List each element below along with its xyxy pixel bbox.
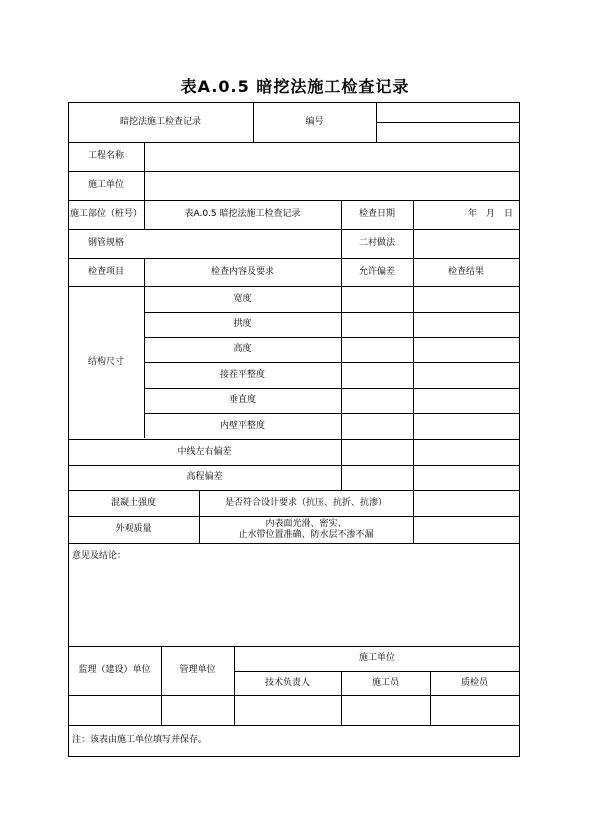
footer-note: 注：该表由施工单位填写并保存。: [72, 735, 208, 745]
construction-unit-field[interactable]: [144, 171, 520, 200]
inspector-label: 质检员: [460, 677, 488, 688]
construction-unit-label: 施工单位: [87, 180, 124, 190]
location-value[interactable]: 表A.0.5 暗挖法施工检查记录: [184, 209, 301, 219]
steel-pipe-label: 钢管规格: [87, 238, 124, 248]
structure-item: 宽度: [233, 293, 252, 304]
structure-item: 高度: [233, 344, 252, 354]
secondary-lining-field[interactable]: [413, 229, 519, 258]
concrete-strength-label: 混凝土强度: [110, 497, 156, 508]
appearance-req-line: 止水带位置准确、防水层不渗不漏: [238, 529, 374, 540]
number-value[interactable]: [376, 102, 520, 122]
col-tolerance-header: 允许偏差: [358, 266, 395, 277]
concrete-strength-requirement: 是否符合设计要求（抗压、抗折、抗渗）: [224, 497, 387, 508]
location-label: 施工部位（桩号）: [69, 209, 142, 219]
centerline-label: 中线左右偏差: [177, 446, 232, 457]
structure-item: 接茬平整度: [219, 369, 265, 380]
col-content-header: 检查内容及要求: [210, 266, 274, 277]
secondary-lining-label: 二衬做法: [358, 238, 395, 248]
appearance-label: 外观质量: [115, 524, 152, 534]
page-title: 表A.0.5 暗挖法施工检查记录: [180, 77, 410, 96]
number-label: 编号: [305, 116, 324, 127]
appearance-requirement: [199, 516, 413, 543]
structure-item: 拱度: [233, 319, 252, 329]
structure-item: 内壁平整度: [219, 420, 265, 431]
elevation-label: 高程偏差: [186, 472, 223, 482]
form-name: 暗挖法施工检查记录: [119, 116, 201, 127]
inspection-date-label: 检查日期: [358, 209, 395, 219]
structure-item: 垂直度: [228, 395, 256, 405]
construction-unit-sign-label: 施工单位: [358, 653, 395, 663]
worker-label: 施工员: [371, 677, 399, 688]
management-unit-label: 管理单位: [179, 665, 216, 675]
col-result-header: 检查结果: [447, 266, 484, 277]
col-item-header: 检查项目: [87, 266, 124, 277]
technical-lead-label: 技术负责人: [264, 677, 310, 688]
steel-pipe-field[interactable]: [144, 229, 341, 258]
appearance-req-line: 内表面光滑、密实、: [265, 518, 347, 529]
supervision-unit-label: 监理（建设）单位: [78, 665, 151, 675]
inspection-date-field[interactable]: 年 月 日: [467, 209, 513, 219]
structure-size-label: 结构尺寸: [87, 357, 124, 367]
opinion-label: 意见及结论：: [72, 551, 127, 561]
project-name-label: 工程名称: [87, 151, 124, 161]
project-name-field[interactable]: [144, 142, 520, 171]
